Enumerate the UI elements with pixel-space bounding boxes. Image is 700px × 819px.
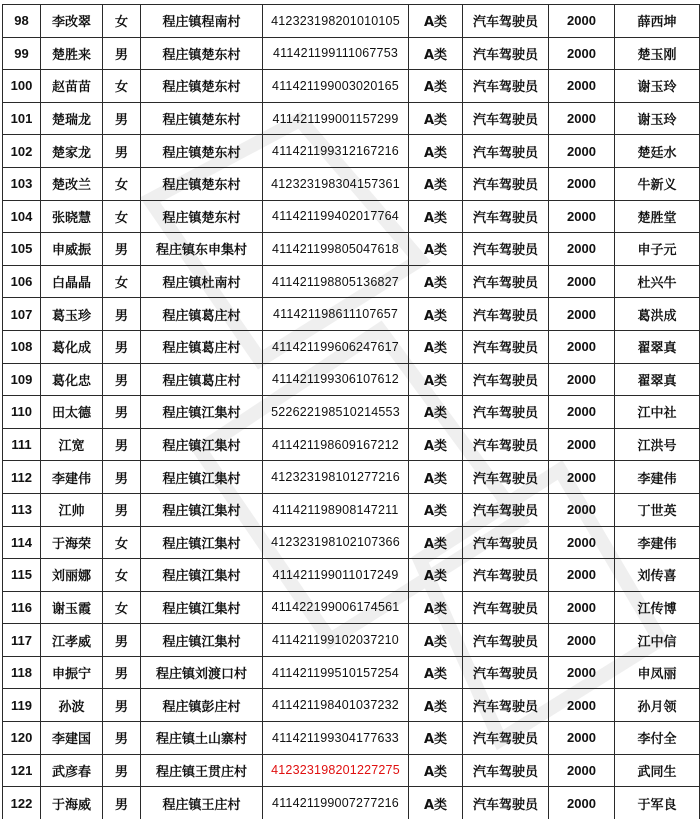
row-number: 108 [3,330,41,363]
gender-cell: 男 [103,754,141,787]
id-number-cell: 411421199306107612 [263,363,409,396]
occupation-cell: 汽车驾驶员 [463,233,549,266]
village-cell: 程庄镇葛庄村 [141,298,263,331]
category-cell: A类 [409,656,463,689]
row-number: 98 [3,5,41,38]
occupation-cell: 汽车驾驶员 [463,559,549,592]
gender-cell: 男 [103,493,141,526]
category-cell: A类 [409,722,463,755]
amount-cell: 2000 [549,37,615,70]
person-name: 于海威 [41,787,103,819]
table-row [3,37,700,70]
contact-person-cell: 李建伟 [615,461,700,494]
category-cell: A类 [409,265,463,298]
row-number: 118 [3,656,41,689]
id-number-cell: 411421199510157254 [263,656,409,689]
row-number: 109 [3,363,41,396]
person-name: 楚家龙 [41,135,103,168]
id-number-cell: 411421198611107657 [263,298,409,331]
gender-cell: 女 [103,200,141,233]
occupation-cell: 汽车驾驶员 [463,167,549,200]
village-cell: 程庄镇江集村 [141,591,263,624]
occupation-cell: 汽车驾驶员 [463,298,549,331]
gender-cell: 女 [103,526,141,559]
village-cell: 程庄镇王贯庄村 [141,754,263,787]
person-name: 江宽 [41,428,103,461]
amount-cell: 2000 [549,624,615,657]
table-row [3,656,700,689]
contact-person-cell: 葛洪成 [615,298,700,331]
table-row [3,167,700,200]
category-cell: A类 [409,200,463,233]
category-cell: A类 [409,5,463,38]
gender-cell: 男 [103,363,141,396]
amount-cell: 2000 [549,526,615,559]
row-number: 120 [3,722,41,755]
gender-cell: 女 [103,591,141,624]
category-cell: A类 [409,493,463,526]
occupation-cell: 汽车驾驶员 [463,330,549,363]
occupation-cell: 汽车驾驶员 [463,428,549,461]
id-number-cell: 411421199001157299 [263,102,409,135]
gender-cell: 男 [103,396,141,429]
occupation-cell: 汽车驾驶员 [463,656,549,689]
amount-cell: 2000 [549,493,615,526]
occupation-cell: 汽车驾驶员 [463,493,549,526]
amount-cell: 2000 [549,428,615,461]
amount-cell: 2000 [549,70,615,103]
gender-cell: 男 [103,624,141,657]
table-row [3,624,700,657]
row-number: 106 [3,265,41,298]
village-cell: 程庄镇程南村 [141,5,263,38]
id-number-cell: 412323198304157361 [263,167,409,200]
village-cell: 程庄镇楚东村 [141,37,263,70]
table-row [3,396,700,429]
gender-cell: 男 [103,298,141,331]
row-number: 100 [3,70,41,103]
contact-person-cell: 刘传喜 [615,559,700,592]
category-cell: A类 [409,135,463,168]
contact-person-cell: 谢玉玲 [615,102,700,135]
occupation-cell: 汽车驾驶员 [463,396,549,429]
table-row [3,722,700,755]
village-cell: 程庄镇彭庄村 [141,689,263,722]
person-name: 于海荣 [41,526,103,559]
person-name: 赵苗苗 [41,70,103,103]
category-cell: A类 [409,37,463,70]
row-number: 112 [3,461,41,494]
id-number-cell: 412323198201227275 [263,754,409,787]
table-row [3,787,700,819]
category-cell: A类 [409,70,463,103]
contact-person-cell: 牛新义 [615,167,700,200]
gender-cell: 男 [103,787,141,819]
village-cell: 程庄镇葛庄村 [141,363,263,396]
gender-cell: 男 [103,428,141,461]
row-number: 119 [3,689,41,722]
id-number-cell: 411421199304177633 [263,722,409,755]
contact-person-cell: 薛西坤 [615,5,700,38]
table-row [3,591,700,624]
amount-cell: 2000 [549,396,615,429]
gender-cell: 男 [103,656,141,689]
amount-cell: 2000 [549,754,615,787]
table-row [3,461,700,494]
person-name: 谢玉霞 [41,591,103,624]
occupation-cell: 汽车驾驶员 [463,102,549,135]
id-number-cell: 411421199402017764 [263,200,409,233]
contact-person-cell: 江中社 [615,396,700,429]
person-name: 武彦春 [41,754,103,787]
amount-cell: 2000 [549,363,615,396]
person-name: 葛玉珍 [41,298,103,331]
gender-cell: 男 [103,330,141,363]
occupation-cell: 汽车驾驶员 [463,265,549,298]
gender-cell: 男 [103,461,141,494]
occupation-cell: 汽车驾驶员 [463,722,549,755]
table-row [3,493,700,526]
village-cell: 程庄镇楚东村 [141,70,263,103]
contact-person-cell: 杜兴牛 [615,265,700,298]
id-number-cell: 411421199805047618 [263,233,409,266]
category-cell: A类 [409,167,463,200]
amount-cell: 2000 [549,722,615,755]
category-cell: A类 [409,754,463,787]
row-number: 114 [3,526,41,559]
village-cell: 程庄镇杜南村 [141,265,263,298]
village-cell: 程庄镇江集村 [141,526,263,559]
amount-cell: 2000 [549,689,615,722]
gender-cell: 男 [103,722,141,755]
id-number-cell: 412323198101277216 [263,461,409,494]
row-number: 103 [3,167,41,200]
category-cell: A类 [409,624,463,657]
contact-person-cell: 江中信 [615,624,700,657]
category-cell: A类 [409,102,463,135]
table-row [3,5,700,38]
roster-body [3,5,700,819]
person-name: 葛化成 [41,330,103,363]
person-name: 楚改兰 [41,167,103,200]
contact-person-cell: 翟翠真 [615,330,700,363]
id-number-cell: 411421199011017249 [263,559,409,592]
amount-cell: 2000 [549,233,615,266]
contact-person-cell: 谢玉玲 [615,70,700,103]
table-row [3,135,700,168]
gender-cell: 男 [103,135,141,168]
gender-cell: 男 [103,37,141,70]
id-number-cell: 411421198401037232 [263,689,409,722]
occupation-cell: 汽车驾驶员 [463,363,549,396]
category-cell: A类 [409,689,463,722]
category-cell: A类 [409,396,463,429]
occupation-cell: 汽车驾驶员 [463,591,549,624]
contact-person-cell: 于军良 [615,787,700,819]
village-cell: 程庄镇楚东村 [141,135,263,168]
village-cell: 程庄镇楚东村 [141,200,263,233]
category-cell: A类 [409,787,463,819]
amount-cell: 2000 [549,135,615,168]
table-row [3,265,700,298]
table-row [3,70,700,103]
table-row [3,102,700,135]
amount-cell: 2000 [549,461,615,494]
person-name: 李改翠 [41,5,103,38]
contact-person-cell: 孙月领 [615,689,700,722]
person-name: 申威振 [41,233,103,266]
person-name: 楚瑞龙 [41,102,103,135]
row-number: 110 [3,396,41,429]
village-cell: 程庄镇江集村 [141,624,263,657]
person-name: 孙波 [41,689,103,722]
village-cell: 程庄镇土山寨村 [141,722,263,755]
id-number-cell: 411421198609167212 [263,428,409,461]
roster-table [2,4,700,819]
occupation-cell: 汽车驾驶员 [463,526,549,559]
row-number: 113 [3,493,41,526]
row-number: 122 [3,787,41,819]
row-number: 121 [3,754,41,787]
gender-cell: 男 [103,102,141,135]
contact-person-cell: 楚玉刚 [615,37,700,70]
contact-person-cell: 李付全 [615,722,700,755]
contact-person-cell: 武同生 [615,754,700,787]
contact-person-cell: 翟翠真 [615,363,700,396]
amount-cell: 2000 [549,200,615,233]
gender-cell: 男 [103,689,141,722]
category-cell: A类 [409,233,463,266]
occupation-cell: 汽车驾驶员 [463,5,549,38]
table-row [3,689,700,722]
occupation-cell: 汽车驾驶员 [463,754,549,787]
amount-cell: 2000 [549,656,615,689]
id-number-cell: 411421199102037210 [263,624,409,657]
village-cell: 程庄镇东申集村 [141,233,263,266]
gender-cell: 女 [103,265,141,298]
category-cell: A类 [409,559,463,592]
occupation-cell: 汽车驾驶员 [463,787,549,819]
village-cell: 程庄镇江集村 [141,461,263,494]
category-cell: A类 [409,363,463,396]
amount-cell: 2000 [549,787,615,819]
category-cell: A类 [409,461,463,494]
occupation-cell: 汽车驾驶员 [463,135,549,168]
row-number: 102 [3,135,41,168]
village-cell: 程庄镇葛庄村 [141,330,263,363]
category-cell: A类 [409,330,463,363]
contact-person-cell: 江洪号 [615,428,700,461]
id-number-cell: 411421199007277216 [263,787,409,819]
id-number-cell: 411422199006174561 [263,591,409,624]
amount-cell: 2000 [549,265,615,298]
village-cell: 程庄镇楚东村 [141,102,263,135]
row-number: 117 [3,624,41,657]
person-name: 申振宁 [41,656,103,689]
occupation-cell: 汽车驾驶员 [463,624,549,657]
contact-person-cell: 江传博 [615,591,700,624]
village-cell: 程庄镇江集村 [141,396,263,429]
table-row [3,330,700,363]
village-cell: 程庄镇王庄村 [141,787,263,819]
row-number: 99 [3,37,41,70]
id-number-cell: 411421198908147211 [263,493,409,526]
category-cell: A类 [409,428,463,461]
category-cell: A类 [409,298,463,331]
id-number-cell: 412323198201010105 [263,5,409,38]
person-name: 刘丽娜 [41,559,103,592]
amount-cell: 2000 [549,102,615,135]
row-number: 101 [3,102,41,135]
table-row [3,428,700,461]
occupation-cell: 汽车驾驶员 [463,689,549,722]
table-row [3,754,700,787]
occupation-cell: 汽车驾驶员 [463,200,549,233]
amount-cell: 2000 [549,5,615,38]
contact-person-cell: 楚胜堂 [615,200,700,233]
village-cell: 程庄镇楚东村 [141,167,263,200]
amount-cell: 2000 [549,591,615,624]
village-cell: 程庄镇刘渡口村 [141,656,263,689]
person-name: 楚胜来 [41,37,103,70]
contact-person-cell: 申凤丽 [615,656,700,689]
table-row [3,298,700,331]
row-number: 104 [3,200,41,233]
person-name: 田太德 [41,396,103,429]
row-number: 115 [3,559,41,592]
table-row [3,363,700,396]
occupation-cell: 汽车驾驶员 [463,461,549,494]
occupation-cell: 汽车驾驶员 [463,70,549,103]
category-cell: A类 [409,591,463,624]
village-cell: 程庄镇江集村 [141,428,263,461]
id-number-cell: 411421199111067753 [263,37,409,70]
occupation-cell: 汽车驾驶员 [463,37,549,70]
amount-cell: 2000 [549,559,615,592]
row-number: 116 [3,591,41,624]
id-number-cell: 411421199003020165 [263,70,409,103]
gender-cell: 女 [103,5,141,38]
table-row [3,233,700,266]
person-name: 李建伟 [41,461,103,494]
contact-person-cell: 申子元 [615,233,700,266]
village-cell: 程庄镇江集村 [141,493,263,526]
person-name: 张晓慧 [41,200,103,233]
table-row [3,526,700,559]
id-number-cell: 522622198510214553 [263,396,409,429]
amount-cell: 2000 [549,167,615,200]
person-name: 白晶晶 [41,265,103,298]
amount-cell: 2000 [549,330,615,363]
id-number-cell: 411421199606247617 [263,330,409,363]
table-row [3,200,700,233]
table-row [3,559,700,592]
village-cell: 程庄镇江集村 [141,559,263,592]
gender-cell: 女 [103,167,141,200]
contact-person-cell: 丁世英 [615,493,700,526]
person-name: 葛化忠 [41,363,103,396]
person-name: 江孝威 [41,624,103,657]
id-number-cell: 411421199312167216 [263,135,409,168]
contact-person-cell: 李建伟 [615,526,700,559]
amount-cell: 2000 [549,298,615,331]
gender-cell: 男 [103,233,141,266]
person-name: 江帅 [41,493,103,526]
id-number-cell: 411421198805136827 [263,265,409,298]
row-number: 111 [3,428,41,461]
id-number-cell: 412323198102107366 [263,526,409,559]
row-number: 105 [3,233,41,266]
contact-person-cell: 楚廷水 [615,135,700,168]
row-number: 107 [3,298,41,331]
gender-cell: 女 [103,70,141,103]
person-name: 李建国 [41,722,103,755]
category-cell: A类 [409,526,463,559]
gender-cell: 女 [103,559,141,592]
